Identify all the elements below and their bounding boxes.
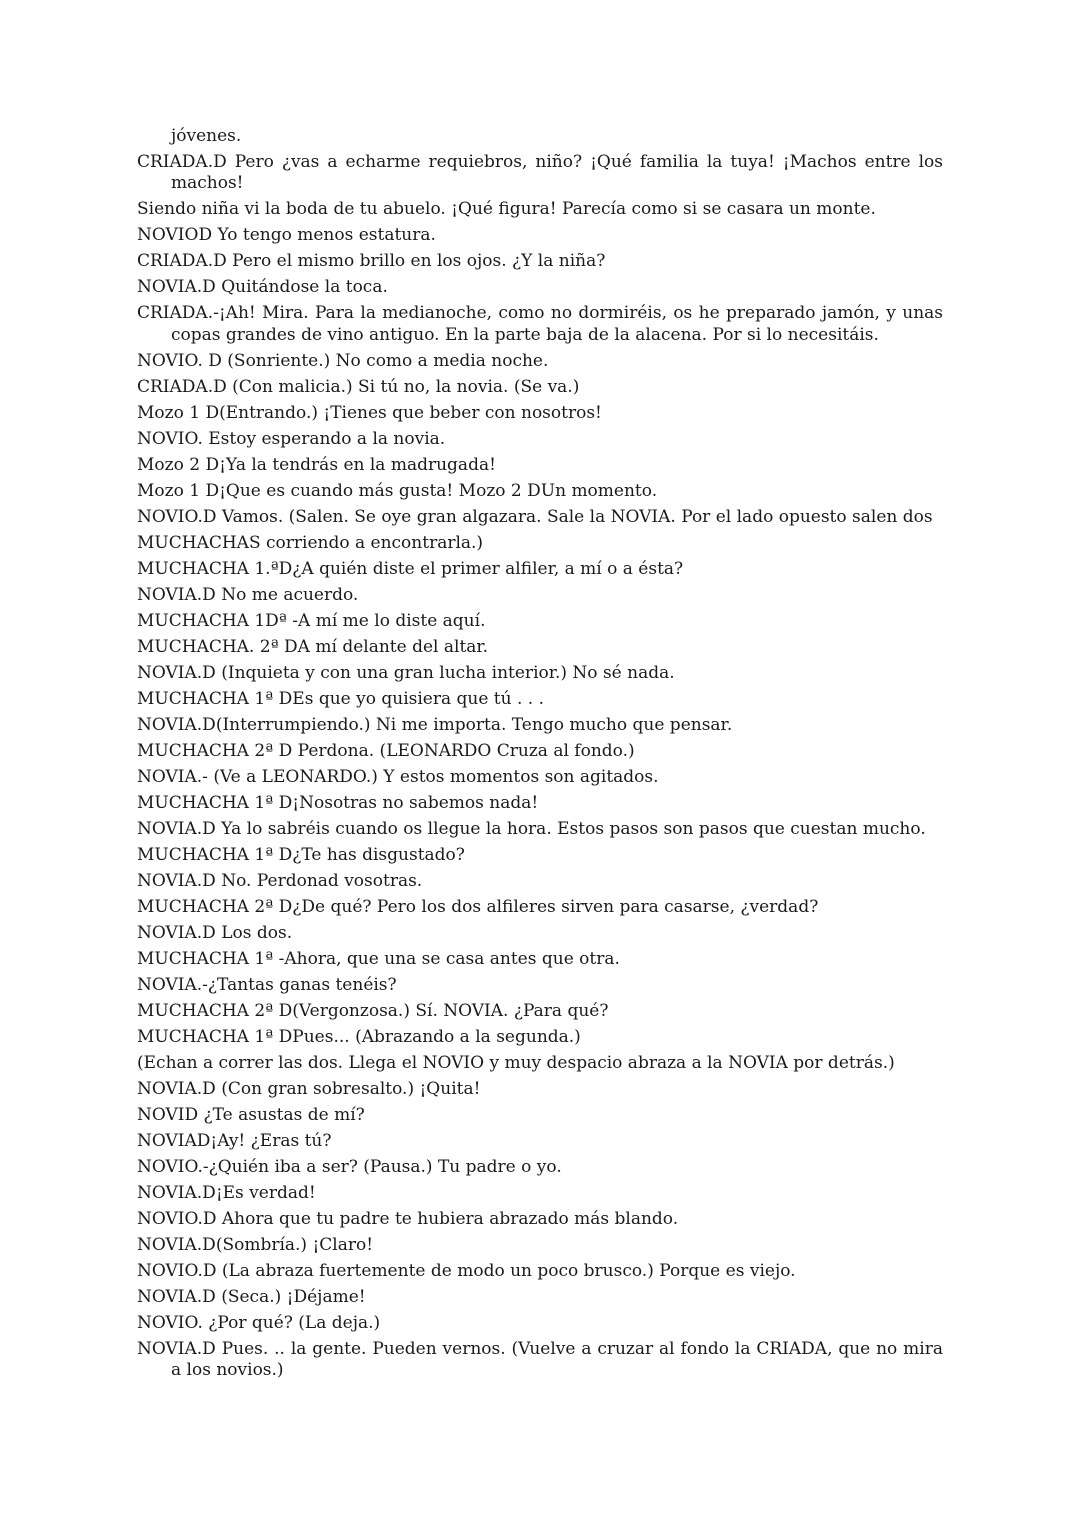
text-line: MUCHACHA 2ª D Perdona. (LEONARDO Cruza al fondo.) xyxy=(137,740,635,761)
text-line: NOVIAD¡Ay! ¿Eras tú? xyxy=(137,1130,332,1151)
text-line: NOVIA.D Ya lo sabréis cuando os llegue la hora. Estos pasos son pasos que cuestan mucho. xyxy=(137,818,926,839)
text-line: NOVIA.D Quitándose la toca. xyxy=(137,277,388,298)
text-line: CRIADA.-¡Ah! Mira. Para la medianoche, como no dormiréis, os he preparado jamón, y unas copas grandes de vino antiguo. En la parte baja de la alacena. Por si lo necesitáis. xyxy=(137,303,943,345)
text-line: MUCHACHA 1ª D¡Nosotras no sabemos nada! xyxy=(137,792,539,813)
text-line: NOVIA.D (Seca.) ¡Déjame! xyxy=(137,1286,366,1307)
text-line: NOVIA.D (Con gran sobresalto.) ¡Quita! xyxy=(137,1078,481,1099)
text-line: MUCHACHA 2ª D(Vergonzosa.) Sí. NOVIA. ¿Para qué? xyxy=(137,1000,609,1021)
text-line: Mozo 1 D(Entrando.) ¡Tienes que beber con nosotros! xyxy=(137,402,602,423)
text-line: NOVIA.D (Inquieta y con una gran lucha interior.) No sé nada. xyxy=(137,662,675,683)
text-line: NOVIA.D(Sombría.) ¡Claro! xyxy=(137,1234,374,1255)
text-line: NOVIA.D Pues. .. la gente. Pueden vernos. (Vuelve a cruzar al fondo la CRIADA, que no mira a los novios.) xyxy=(137,1338,943,1381)
text-line: (Echan a correr las dos. Llega el NOVIO y muy despacio abraza a la NOVIA por detrás.) xyxy=(137,1052,895,1073)
text-line: MUCHACHA 1ª DEs que yo quisiera que tú . . . xyxy=(137,688,545,709)
text-line: CRIADA.D Pero el mismo brillo en los ojos. ¿Y la niña? xyxy=(137,251,606,272)
text-line: MUCHACHA 2ª D¿De qué? Pero los dos alfileres sirven para casarse, ¿verdad? xyxy=(137,896,819,917)
text-line: MUCHACHA 1ª DPues... (Abrazando a la segunda.) xyxy=(137,1026,581,1047)
text-line: Mozo 2 D¡Ya la tendrás en la madrugada! xyxy=(137,454,496,475)
text-line: NOVIO. ¿Por qué? (La deja.) xyxy=(137,1312,381,1333)
script-page xyxy=(137,126,943,1386)
text-line: NOVIA.D(Interrumpiendo.) Ni me importa. Tengo mucho que pensar. xyxy=(137,714,733,735)
text-line: NOVIA.-¿Tantas ganas tenéis? xyxy=(137,974,397,995)
text-line: NOVIOD Yo tengo menos estatura. xyxy=(137,225,436,246)
text-line: CRIADA.D Pero ¿vas a echarme requiebros, niño? ¡Qué familia la tuya! ¡Machos entre los machos! xyxy=(137,152,943,194)
text-line: CRIADA.D (Con malicia.) Si tú no, la novia. (Se va.) xyxy=(137,376,580,397)
text-line: NOVIA.D No. Perdonad vosotras. xyxy=(137,870,423,891)
text-line: jóvenes. xyxy=(171,126,242,146)
text-line: MUCHACHA 1ª -Ahora, que una se casa antes que otra. xyxy=(137,948,620,969)
text-line: Siendo niña vi la boda de tu abuelo. ¡Qué figura! Parecía como si se casara un monte. xyxy=(137,199,876,220)
text-line: NOVIO.D (La abraza fuertemente de modo un poco brusco.) Porque es viejo. xyxy=(137,1260,796,1281)
text-line: NOVIO.D Vamos. (Salen. Se oye gran algazara. Sale la NOVIA. Por el lado opuesto salen dos xyxy=(137,506,933,527)
text-line: NOVID ¿Te asustas de mí? xyxy=(137,1104,365,1125)
text-line: NOVIA.D No me acuerdo. xyxy=(137,584,359,605)
text-line: Mozo 1 D¡Que es cuando más gusta! Mozo 2 DUn momento. xyxy=(137,480,658,501)
text-line: NOVIA.D¡Es verdad! xyxy=(137,1182,316,1203)
text-line: MUCHACHA 1ª D¿Te has disgustado? xyxy=(137,844,465,865)
text-line: NOVIO.-¿Quién iba a ser? (Pausa.) Tu padre o yo. xyxy=(137,1156,562,1177)
text-line: NOVIO.D Ahora que tu padre te hubiera abrazado más blando. xyxy=(137,1208,679,1229)
text-line: NOVIA.- (Ve a LEONARDO.) Y estos momentos son agitados. xyxy=(137,766,659,787)
text-line: MUCHACHAS corriendo a encontrarla.) xyxy=(137,532,484,553)
text-line: MUCHACHA 1Dª -A mí me lo diste aquí. xyxy=(137,610,486,631)
text-line: NOVIO. D (Sonriente.) No como a media noche. xyxy=(137,350,549,371)
text-line: MUCHACHA 1.ªD¿A quién diste el primer alfiler, a mí o a ésta? xyxy=(137,558,684,579)
text-line: MUCHACHA. 2ª DA mí delante del altar. xyxy=(137,636,489,657)
text-line: NOVIO. Estoy esperando a la novia. xyxy=(137,428,446,449)
text-line: NOVIA.D Los dos. xyxy=(137,922,293,943)
